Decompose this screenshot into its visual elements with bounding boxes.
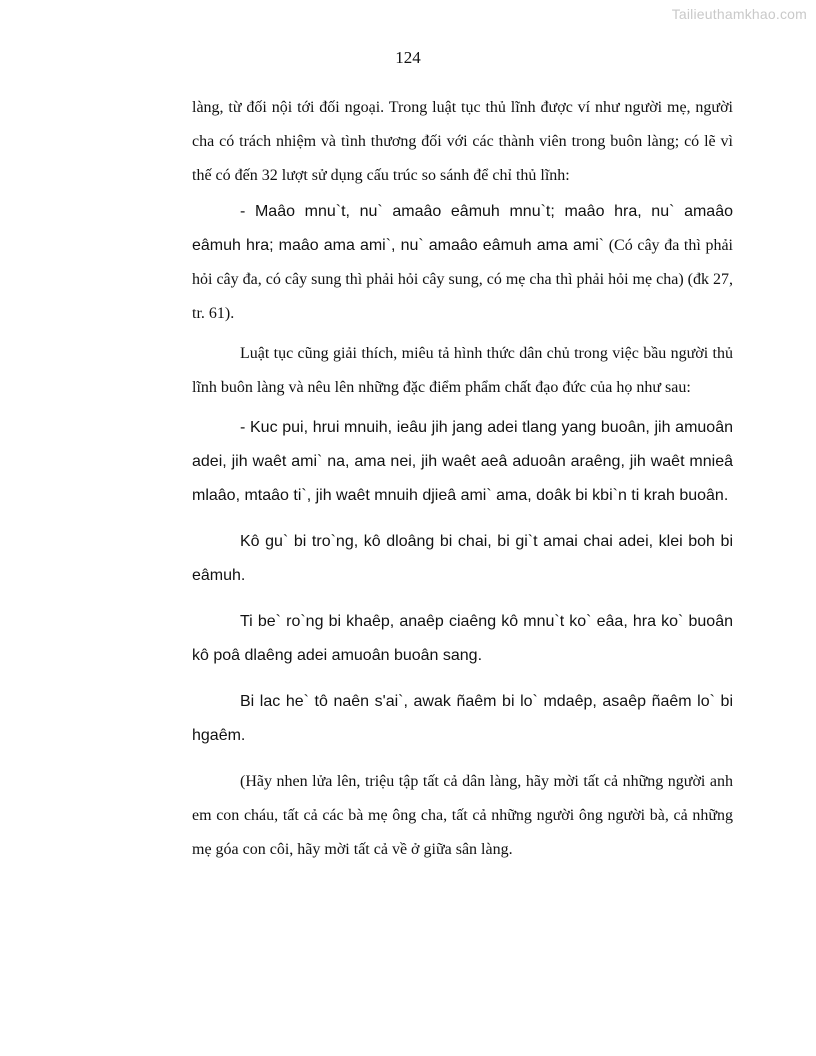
quote-text: - Maâo mnu`t, nu` amaâo eâmuh mnu`t; maâo hra, nu` amaâo eâmuh hra; maâo ama ami`, nu` amaâo eâmuh ama ami` — [192, 203, 733, 254]
paragraph-customary-law-2: Kô gu` bi tro`ng, kô dloâng bi chai, bi gi`t amai chai adei, klei boh bi eâmuh. — [192, 533, 733, 584]
paragraph-explanation: Luật tục cũng giải thích, miêu tả hình thức dân chủ trong việc bầu người thủ lĩnh buôn làng và nêu lên những đặc điểm phẩm chất đạo đức của họ như sau: — [192, 345, 733, 396]
paragraph-customary-law-4: Bi lac he` tô naên s'ai`, awak ñaêm bi lo` mdaêp, asaêp ñaêm lo` bi hgaêm. — [192, 693, 733, 744]
document-body — [192, 91, 733, 867]
paragraph-intro: làng, từ đối nội tới đối ngoại. Trong luật tục thủ lĩnh được ví như người mẹ, người cha có trách nhiệm và tình thương đối với các thành viên trong buôn làng; có lẽ vì thế có đến 32 lượt sử dụng cấu trúc so sánh để chỉ thủ lĩnh: — [192, 99, 733, 184]
paragraph-translation: (Hãy nhen lửa lên, triệu tập tất cả dân làng, hãy mời tất cả những người anh em con cháu, tất cả các bà mẹ ông cha, tất cả những người ông người bà, cả những mẹ góa con côi, hãy mời tất cả về ở giữa sân làng. — [192, 773, 733, 858]
page-number: 124 — [395, 48, 421, 67]
paragraph-customary-law-3: Ti be` ro`ng bi khaêp, anaêp ciaêng kô mnu`t ko` eâa, hra ko` buoân kô poâ dlaêng adei amuoân buoân sang. — [192, 613, 733, 664]
paragraph-quote-leader — [192, 195, 733, 331]
paragraph-customary-law-1: - Kuc pui, hrui mnuih, ieâu jih jang adei tlang yang buoân, jih amuoân adei, jih waêt ami` na, ama nei, jih waêt aeâ aduoân araêng, jih waêt mnieâ mlaâo, mtaâo ti`, jih waêt mnuih djieâ ami` ama, doâk bi kbi`n ti krah buoân. — [192, 419, 733, 504]
watermark: Tailieuthamkhao.com — [671, 6, 807, 22]
quote-translation: (Có cây đa thì phải hỏi cây đa, có cây sung thì phải hỏi cây sung, có mẹ cha thì phải hỏi mẹ cha) (đk 27, tr. 61). — [192, 237, 733, 322]
